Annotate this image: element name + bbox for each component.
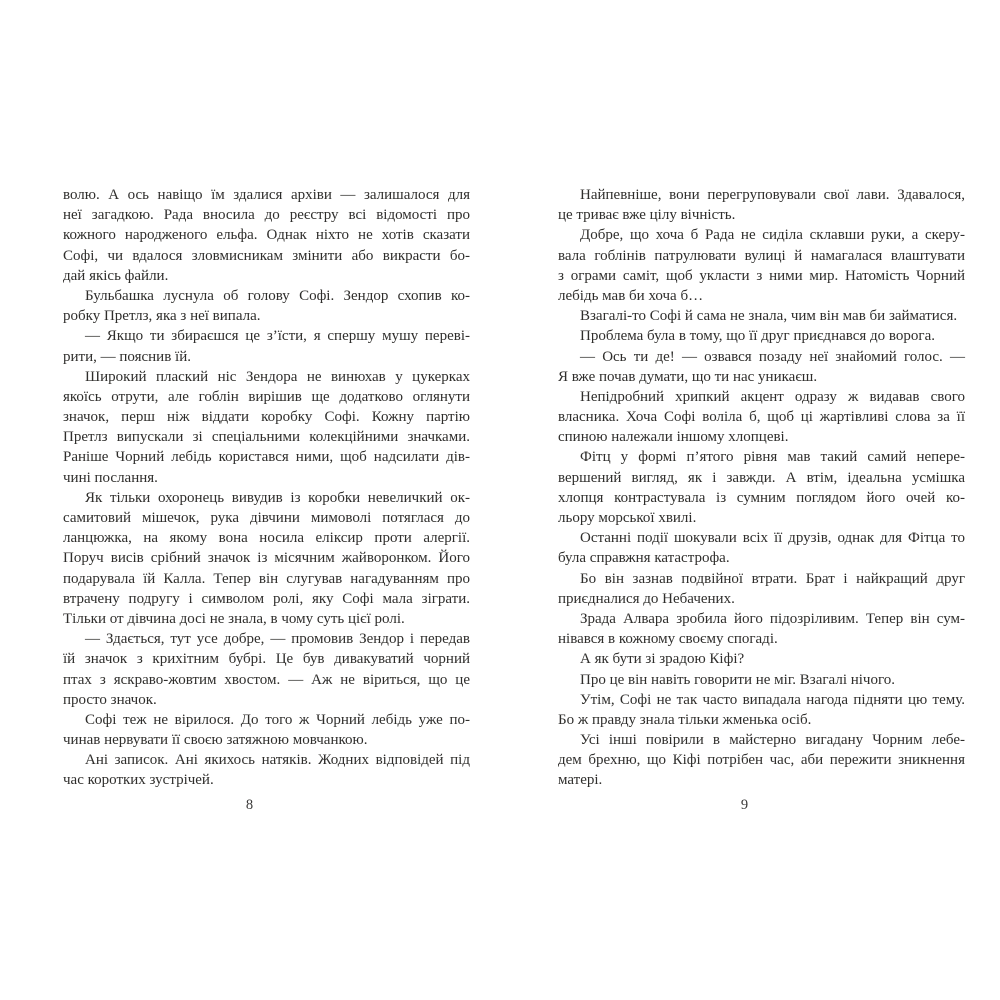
text-line: приєдналися до Небачених. [558,590,735,607]
text-line: матері. [558,772,603,789]
text-line: рити, — пояснив їй. [63,348,191,365]
text-line: — Ось ти де! — озвався позаду неї знайомий голос. — [580,348,965,365]
text-line: Як тільки охоронець вивудив із коробки невеличкий ок- [85,489,470,506]
text-line: Найпевніше, вони перегруповували свої лави. Здавалося, [580,187,965,203]
text-line: Проблема була в тому, що її друг приєднався до ворога. [580,328,935,345]
text-line: птах з яскраво-жовтим хвостом. — Аж не віриться, що це [63,671,470,688]
text-line: якоїсь отрути, але гоблін вирішив ще додатково оглянути [63,388,470,405]
text-line: Бульбашка луснула об голову Софі. Зендор схопив ко- [85,287,470,304]
text-line: А як бути зі зрадою Кіфі? [580,651,745,668]
text-line: Бо ж правду знала тільки жменька осіб. [558,711,812,728]
text-line: Зрада Алвара зробила його підозріливим. Тепер він сум- [580,610,965,627]
page-left-text [63,185,470,791]
text-line: — Якщо ти збираєшся це з’їсти, я спершу мушу переві- [85,328,470,345]
text-line: робку Претлз, яка з неї випала. [63,308,261,325]
text-line: Поруч висів срібний значок із місячним жайворонком. Його [63,550,470,567]
text-line: лебідь мав би хоча б… [558,287,704,304]
text-line: хлопця контрастувала із сумним поглядом його очей ко- [558,489,965,506]
text-line: Добре, що хоча б Рада не сиділа склавши руки, а скеру- [580,227,965,244]
text-line: Ані записок. Ані якихось натяків. Жодних відповідей під [85,752,470,769]
text-line: Утім, Софі не так часто випадала нагода підняти цю тему. [580,691,965,708]
text-line: самитовий мішечок, рука дівчини мимоволі потяглася до [63,510,470,526]
text-line: подарувала їй Калла. Тепер він слугував нагадуванням про [63,570,470,587]
text-line: Непідробний хрипкий акцент одразу ж видавав свого [580,388,965,405]
text-line: власника. Хоча Софі воліла б, щоб ці жартівливі слова за її [558,409,965,426]
text-line: Про це він навіть говорити не міг. Взагалі нічого. [580,671,895,688]
page-left-number: 8 [245,797,254,813]
text-line: Фітц у формі п’ятого рівня мав такий самий непере- [580,449,965,466]
text-line: дай якісь файли. [63,267,169,284]
text-line: втрачену подругу і символом ролі, яку Софі мала зіграти. [63,590,470,607]
text-line: Взагалі-то Софі й сама не знала, чим він мав би займатися. [580,308,958,325]
text-line: час коротких зустрічей. [63,772,214,789]
text-line: Софі теж не вірилося. До того ж Чорний лебідь уже по- [85,711,470,728]
text-line: вала гоблінів патрулювати вулиці й намагалася влаштувати [558,247,965,264]
text-line: була справжня катастрофа. [558,550,730,567]
page-right-text [558,185,965,791]
text-line: ланцюжка, на якому вона носила еліксир проти алергії. [63,530,470,547]
text-line: волю. А ось навіщо їм здалися архіви — залишалося для [63,187,470,203]
text-line: їй значок з крихітним бубрі. Це був дивакуватий чорний [63,651,470,668]
text-line: Я вже почав думати, що ти нас уникаєш. [558,368,818,385]
text-line: це триває вже цілу вічність. [558,207,736,224]
text-line: дем брехню, що Кіфі потрібен час, аби пережити зникнення [558,752,965,769]
text-line: льору морської хвилі. [558,510,697,526]
text-line: спиною належали іншому хлопцеві. [558,429,789,446]
text-line: кожного народженого ельфа. Однак ніхто не хотів сказати [63,227,470,244]
text-line: Останні події шокували всіх її друзів, однак для Фітца то [580,530,965,547]
text-line: чинав нервувати її своєю затяжною мовчанкою. [63,732,368,749]
text-line: Претлз випускали зі спеціальними колекційними значками. [63,429,470,446]
text-line: неї загадкою. Рада вносила до реєстру всі відомості про [63,207,470,224]
text-line: Широкий плаский ніс Зендора не винюхав у цукерках [85,368,470,385]
page-right-number: 9 [740,797,749,813]
text-line: Тільки от дівчина досі не знала, в чому суть цієї ролі. [63,610,405,627]
text-line: значок, перш ніж віддати коробку Софі. Кожну партію [63,409,470,426]
text-line: з ограми саміт, щоб укласти з ними мир. Натомість Чорний [558,267,965,284]
text-line: Раніше Чорний лебідь користався ними, щоб надсилати дів- [63,449,470,466]
text-line: нівався в кожному своєму спогаді. [558,631,778,648]
text-line: Софі, чи вдалося зловмисникам змінити або викрасти бо- [63,247,470,264]
text-line: чині послання. [63,469,158,486]
text-line: вершений вигляд, як і завжди. А втім, ідеальна усмішка [558,469,965,486]
text-line: просто значок. [63,691,157,708]
text-line: — Здається, тут усе добре, — промовив Зендор і передав [85,631,470,648]
text-line: Усі інші повірили в майстерно вигадану Чорним лебе- [580,732,965,749]
text-line: Бо він зазнав подвійної втрати. Брат і найкращий друг [580,570,965,587]
